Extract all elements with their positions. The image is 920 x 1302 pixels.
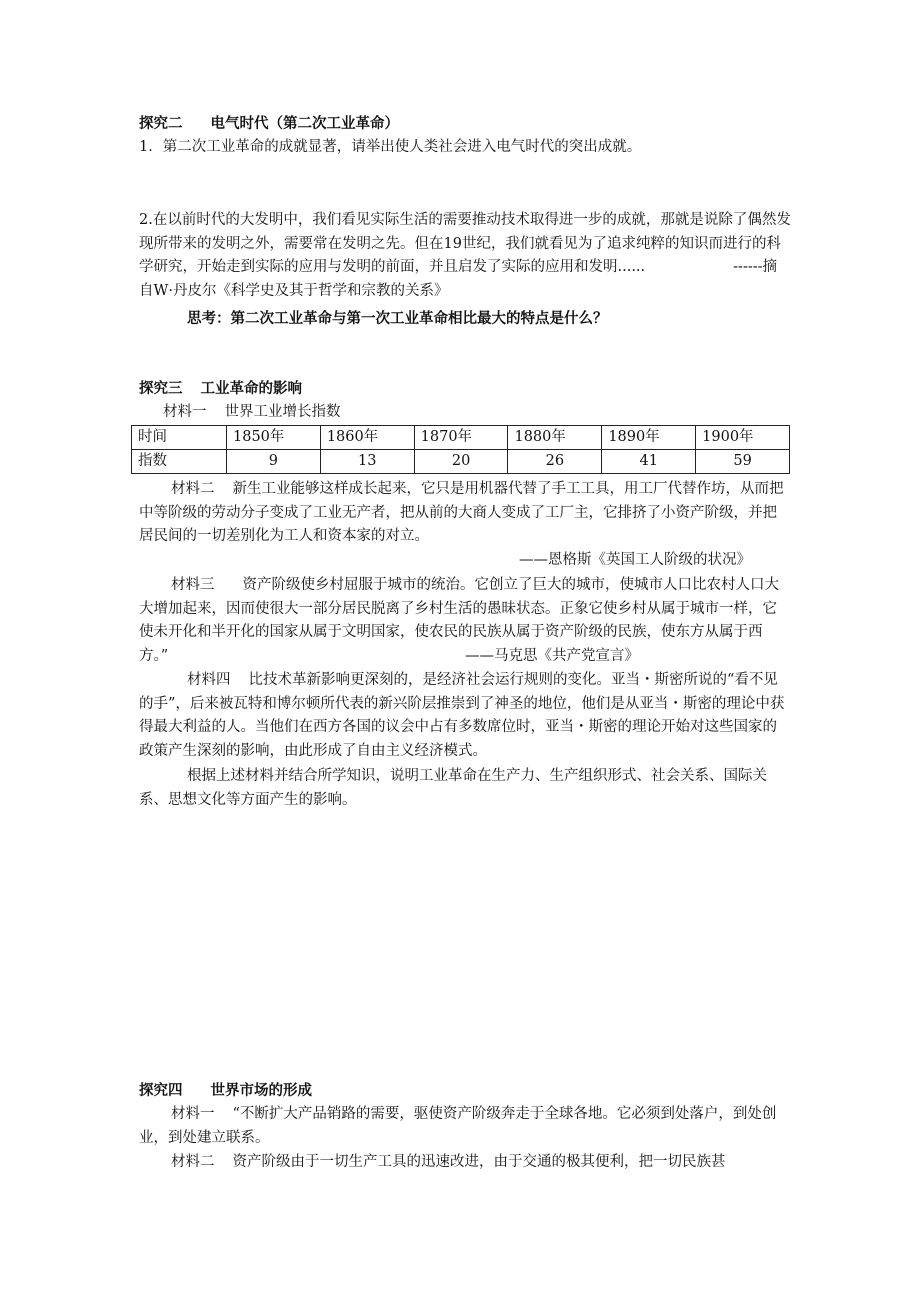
table-cell-value: 9: [227, 450, 321, 474]
section3-material-1-title: 世界工业增长指数: [224, 404, 341, 420]
table-header-index: 指数: [132, 450, 227, 474]
section4-material-2: [139, 1151, 791, 1175]
table-cell-value: 13: [320, 450, 414, 474]
table-cell-year: 1890年: [602, 426, 696, 450]
section3-material-3-label: 材料三: [171, 577, 215, 593]
table-row-years: [132, 426, 790, 450]
table-cell-year: 1880年: [508, 426, 602, 450]
section3-material-1-caption: [163, 401, 815, 425]
section3-material-4: [139, 669, 791, 763]
section3-material-1-label: 材料一: [163, 404, 207, 420]
section3-material-2: [139, 478, 791, 549]
section3-heading-title: 工业革命的影响: [200, 380, 302, 397]
section3-material-4-label: 材料四: [187, 672, 231, 688]
table-cell-year: 1900年: [696, 426, 790, 450]
section3-material-3-text: 资产阶级使乡村屈服于城市的统治。它创立了巨大的城市，使城市人口比农村人口大大增加起来，因而使很大一部分居民脱离了乡村生活的愚昧状态。正象它使乡村从属于城市一样，它使未开化和半开化的国家从属于文明国家，使农民的民族从属于资产阶级的民族，使东方从属于西方。”: [139, 577, 779, 664]
section3-heading: [139, 377, 791, 401]
section3-material-2-source: ——恩格斯《英国工人阶级的状况》: [519, 552, 751, 568]
section3-question: 根据上述材料并结合所学知识，说明工业革命在生产力、生产组织形式、社会关系、国际关系、思想文化等方面产生的影响。: [139, 768, 767, 808]
section4-material-1-label: 材料一: [171, 1106, 215, 1122]
section4-heading-title: 世界市场的形成: [210, 1082, 312, 1099]
table-cell-year: 1870年: [414, 426, 508, 450]
section4-material-1: [139, 1103, 791, 1150]
section2-heading-label: 探究二: [139, 115, 183, 132]
section4-material-2-label: 材料二: [171, 1154, 215, 1170]
section2-question-2: [139, 209, 791, 303]
table-cell-year: 1860年: [320, 426, 414, 450]
section4-heading: [139, 1079, 791, 1103]
section4-material-2-text: 资产阶级由于一切生产工具的迅速改进，由于交通的极其便利，把一切民族甚: [232, 1154, 726, 1170]
section4-heading-label: 探究四: [139, 1082, 183, 1099]
section2-heading: [139, 112, 791, 136]
table-cell-year: 1850年: [227, 426, 321, 450]
section3-material-2-text: 新生工业能够这样成长起来，它只是用机器代替了手工工具，用工厂代替作坊，从而把中等阶级的劳动分子变成了工业无产者，把从前的大商人变成了工厂主，它排挤了小资产阶级，并把居民间的一切差别化为工人和资本家的对立。: [139, 481, 784, 544]
table-header-time: 时间: [132, 426, 227, 450]
section3-material-2-label: 材料二: [171, 481, 215, 497]
section3-material-4-text: 比技术革新影响更深刻的，是经济社会运行规则的变化。亚当・斯密所说的“看不见的手”，后来被瓦特和博尔顿所代表的新兴阶层推崇到了神圣的地位，他们是从亚当・斯密的理论中获得最大利益的人。当他们在西方各国的议会中占有多数席位时，亚当・斯密的理论开始对这些国家的政策产生深刻的影响，由此形成了自由主义经济模式。: [139, 672, 785, 759]
section3-material-3-source: ——马克思《共产党宣言》: [465, 648, 639, 664]
section2-question-2-text: 2.在以前时代的大发明中，我们看见实际生活的需要推动技术取得进一步的成就，那就是说除了偶然发现所带来的发明之外，需要常在发明之先。但在19世纪，我们就看见为了追求纯粹的知识而进行的科学研究，开始走到实际的应用与发明的前面，并且启发了实际的应用和发明......: [139, 212, 791, 275]
table-cell-value: 59: [696, 450, 790, 474]
table-cell-value: 26: [508, 450, 602, 474]
section3-heading-label: 探究三: [139, 380, 183, 397]
section2-heading-title: 电气时代（第二次工业革命）: [210, 115, 399, 132]
section2-question-1: 1．第二次工业革命的成就显著，请举出使人类社会进入电气时代的突出成就。: [139, 139, 642, 155]
table-cell-value: 20: [414, 450, 508, 474]
section2-question-2-source: ------摘自W·丹皮尔《科学史及其于哲学和宗教的关系》: [139, 259, 778, 299]
table-cell-value: 41: [602, 450, 696, 474]
section2-think-question: 思考：第二次工业革命与第一次工业革命相比最大的特点是什么？: [187, 310, 608, 327]
table-row-index: [132, 450, 790, 474]
industrial-growth-index-table: [131, 425, 790, 474]
section4-material-1-text: “不断扩大产品销路的需要，驱使资产阶级奔走于全球各地。它必须到处落户，到处创业，到处建立联系。: [139, 1106, 777, 1146]
